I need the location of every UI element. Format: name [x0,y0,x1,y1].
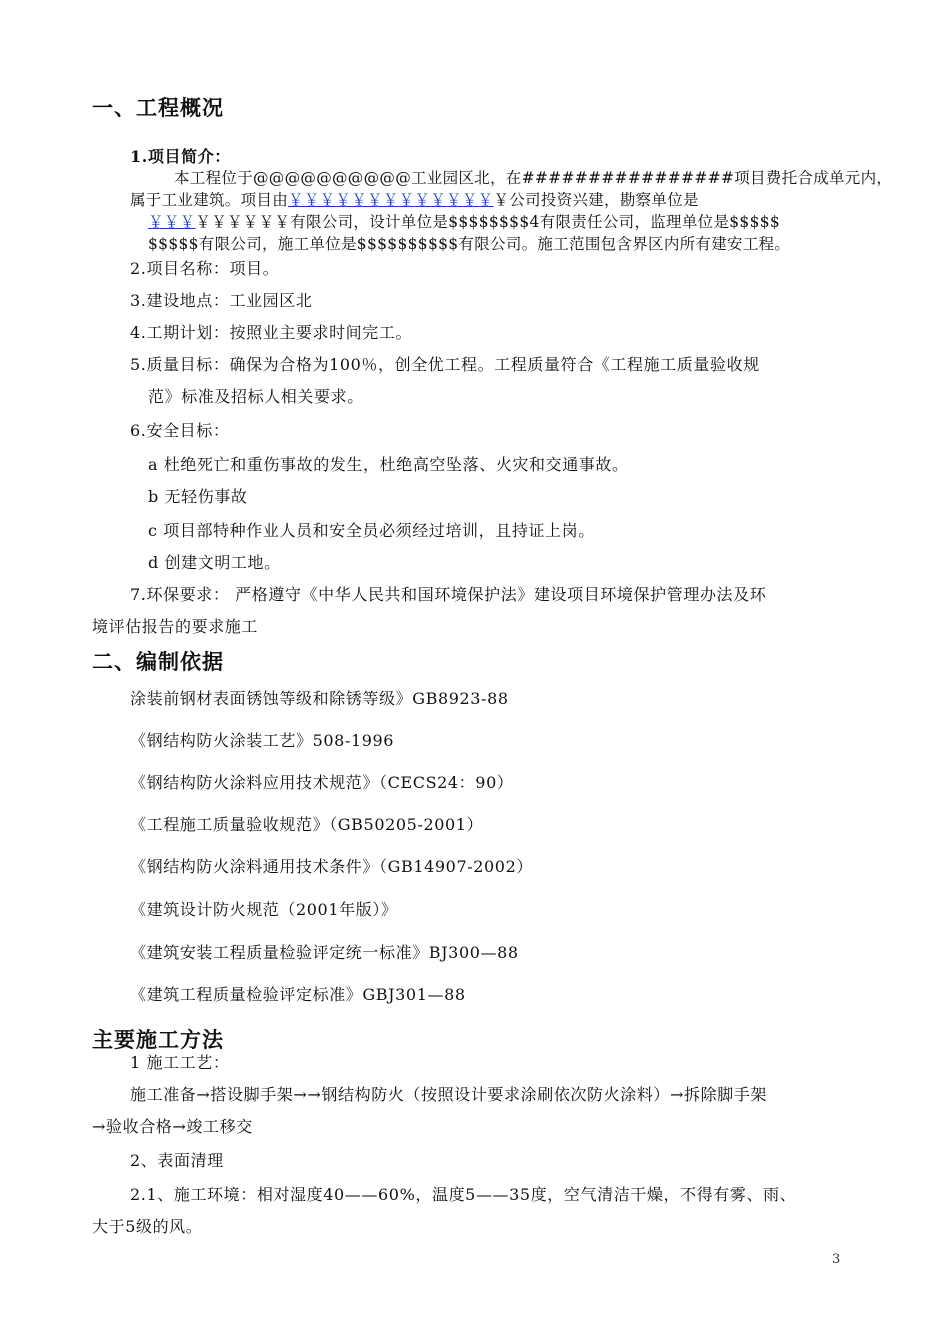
item-safety-label: 6.安全目标： [130,421,230,440]
section-heading-basis: 二、编制依据 [92,650,224,674]
safety-item-a: a 杜绝死亡和重伤事故的发生，杜绝高空坠落、火灾和交通事故。 [148,455,629,474]
project-intro-line2-text-a: 属于工业建筑。项目由 [130,191,289,209]
project-intro-line1: 本工程位于@@@@@@@@@@工业园区北，在################项目费托合成单元内， [174,169,893,187]
reference-item: 《建筑设计防火规范（2001年版）》 [130,900,398,919]
item-quality-line1: 5.质量目标：确保为合格为100％，创全优工程。工程质量符合《工程施工质量验收规 [130,355,760,374]
process-flow-line2: →验收合格→竣工移交 [92,1117,253,1136]
project-intro-line3 [148,210,780,232]
safety-item-b: b 无轻伤事故 [148,487,248,506]
item-environment-line2: 境评估报告的要求施工 [92,617,259,636]
safety-item-c: c 项目部特种作业人员和安全员必须经过培训，且持证上岗。 [148,521,595,540]
section-heading-methods: 主要施工方法 [92,1028,224,1052]
project-intro-line3-text-b: ￥￥￥￥￥￥有限公司，设计单位是$$$$$$$$4有限责任公司，监理单位是$$$$$ [195,213,781,231]
step-surface-cleaning: 2、表面清理 [130,1151,224,1170]
safety-item-d: d 创建文明工地。 [148,553,281,572]
section-heading-overview: 一、工程概况 [92,96,224,120]
reference-item: 《工程施工质量验收规范》（GB50205-2001） [130,815,484,834]
reference-item: 《钢结构防火涂料应用技术规范》（CECS24：90） [130,773,514,792]
reference-item: 涂装前钢材表面锈蚀等级和除锈等级》GB8923-88 [130,689,509,708]
item-quality-line2: 范》标准及招标人相关要求。 [148,387,364,406]
reference-item: 《钢结构防火涂料通用技术条件》（GB14907-2002） [130,857,533,876]
project-intro-line2 [130,188,699,210]
reference-item: 《钢结构防火涂装工艺》508-1996 [130,731,395,750]
project-intro-label: 1.项目简介： [130,147,231,166]
survey-unit-link[interactable]: ￥￥￥ [148,213,196,231]
project-intro-line2-text-b: ￥公司投资兴建，勘察单位是 [493,191,699,209]
reference-item: 《建筑安装工程质量检验评定统一标准》BJ300—88 [130,943,519,962]
item-schedule: 4.工期计划：按照业主要求时间完工。 [130,323,413,342]
page-number: 3 [832,1252,841,1267]
environment-requirement-line2: 大于5级的风。 [92,1217,203,1236]
investor-link[interactable]: ￥￥￥￥￥￥￥￥￥￥￥￥￥ [288,191,494,209]
process-flow-line1: 施工准备→搭设脚手架→→钢结构防火（按照设计要求涂刷依次防火涂料）→拆除脚手架 [130,1085,768,1104]
environment-requirement-line1: 2.1、施工环境：相对湿度40——60%，温度5——35度，空气清洁干燥，不得有雾、雨、 [130,1185,797,1204]
reference-item: 《建筑工程质量检验评定标准》GBJ301—88 [130,985,466,1004]
step-process-label: 1 施工工艺： [130,1053,230,1072]
item-project-name: 2.项目名称：项目。 [130,259,280,278]
project-intro-line4: $$$$$有限公司，施工单位是$$$$$$$$$$有限公司。施工范围包含界区内所有建安工程。 [148,235,791,253]
item-location: 3.建设地点：工业园区北 [130,291,313,310]
item-environment-line1: 7.环保要求： 严格遵守《中华人民共和国环境保护法》建设项目环境保护管理办法及环 [130,585,767,604]
